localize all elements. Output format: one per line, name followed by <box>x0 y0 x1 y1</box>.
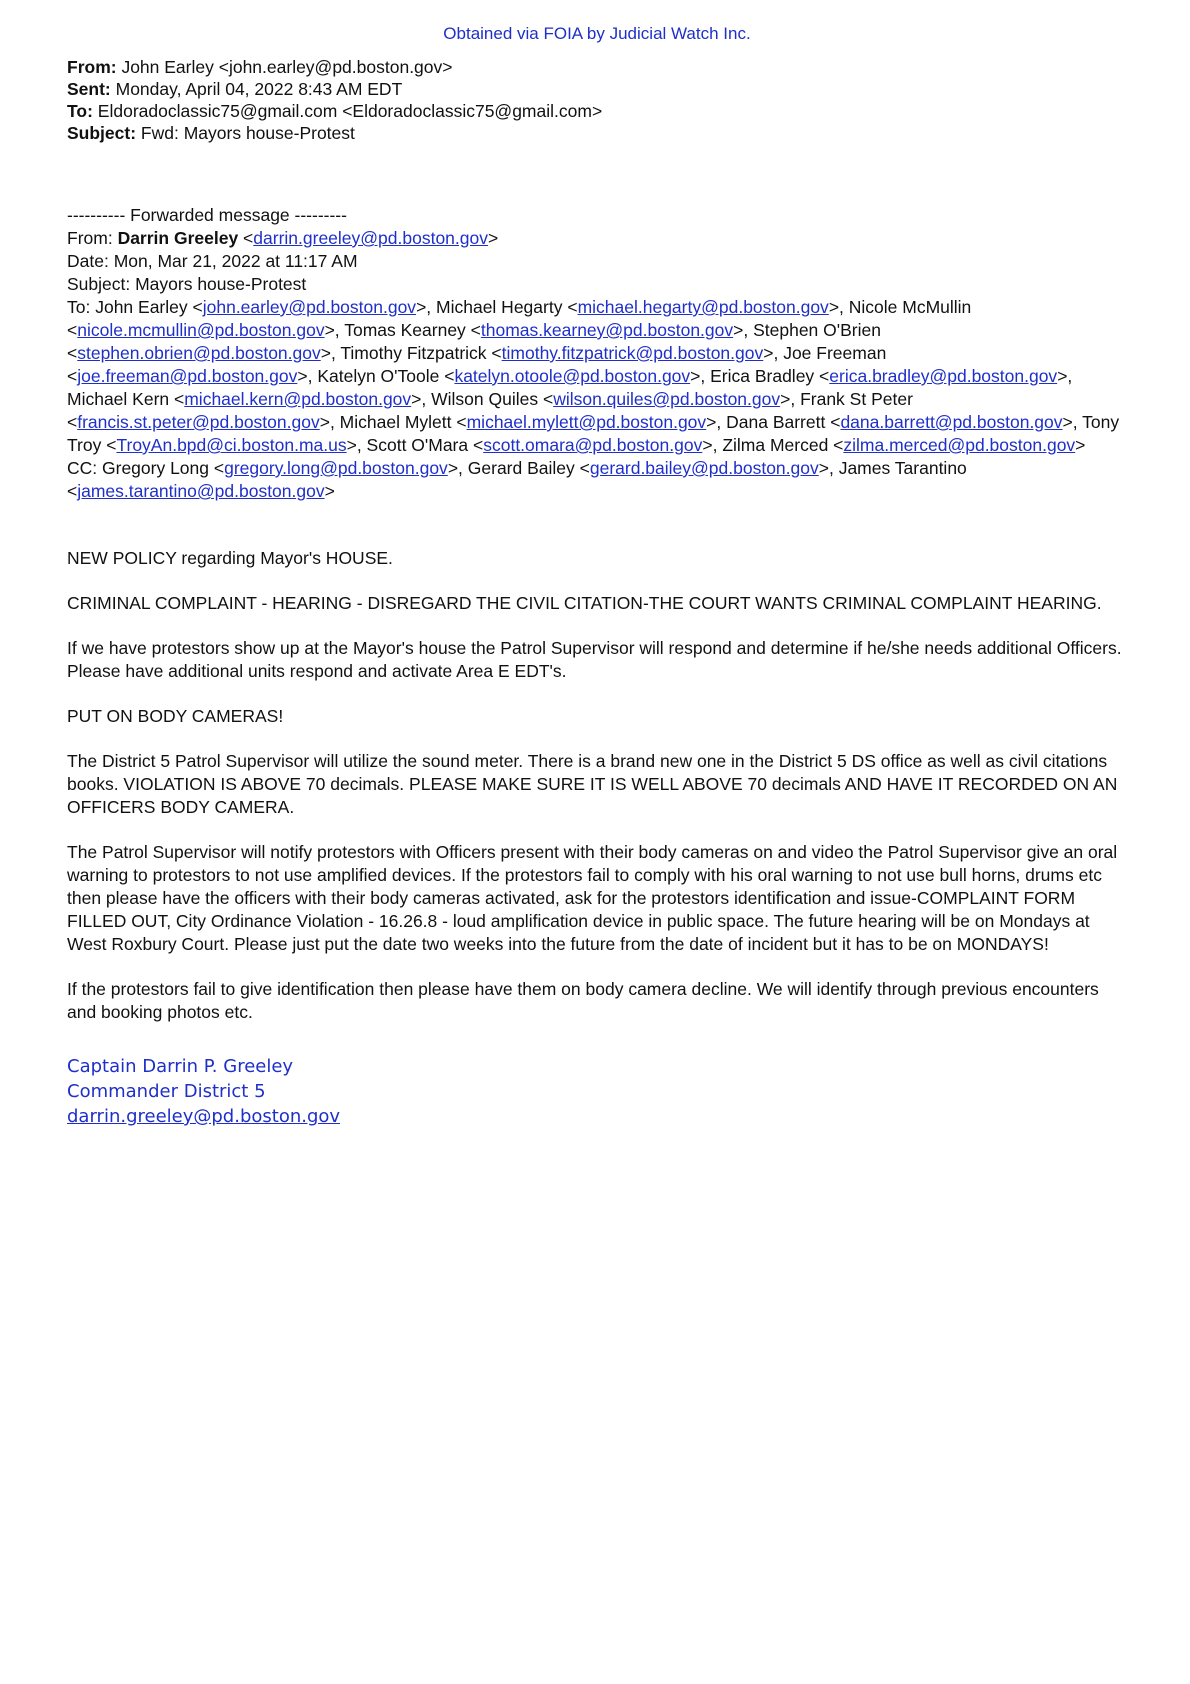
forward-from: From: Darrin Greeley <darrin.greeley@pd.boston.gov> <box>67 228 499 248</box>
recipient-name: Dana Barrett <box>726 412 826 432</box>
body-paragraph: If the protestors fail to give identification then please have them on body camera decline. We will identify through previous encounters and booking photos etc. <box>67 979 1099 1022</box>
recipient-email-link[interactable]: scott.omara@pd.boston.gov <box>483 435 703 455</box>
header-sent: Sent: Monday, April 04, 2022 8:43 AM EDT <box>67 79 403 99</box>
body-paragraph: If we have protestors show up at the Mayor's house the Patrol Supervisor will respond and determine if he/she needs additional Officers. Please have additional units respond and activate Area E EDT's. <box>67 638 1122 681</box>
recipient-name: John Earley <box>95 297 188 317</box>
recipient-name: Scott O'Mara <box>366 435 469 455</box>
recipient-name: Nicole McMullin <box>848 297 972 317</box>
signature-block <box>67 1054 1127 1129</box>
forward-to-list: To: John Earley <john.earley@pd.boston.gov>, Michael Hegarty <michael.hegarty@pd.boston.gov>, Nicole McMullin <nicole.mcmullin@pd.boston.gov>, Tomas Kearney <thomas.kearney@pd.boston.gov>, Stephen O'Brien <stephen.obrien@pd.boston.gov>, Timothy Fitzpatrick <timothy.fitzpatrick@pd.boston.gov>, Joe Freeman <joe.freeman@pd.boston.gov>, Katelyn O'Toole <katelyn.otoole@pd.boston.gov>, Erica Bradley <erica.bradley@pd.boston.gov>, Michael Kern <michael.kern@pd.boston.gov>, Wilson Quiles <wilson.quiles@pd.boston.gov>, Frank St Peter <francis.st.peter@pd.boston.gov>, Michael Mylett <michael.mylett@pd.boston.gov>, Dana Barrett <dana.barrett@pd.boston.gov>, Tony Troy <TroyAn.bpd@ci.boston.ma.us>, Scott O'Mara <scott.omara@pd.boston.gov>, Zilma Merced <zilma.merced@pd.boston.gov> <box>67 297 1120 455</box>
forward-subject: Subject: Mayors house-Protest <box>67 274 307 294</box>
recipient-email-link[interactable]: dana.barrett@pd.boston.gov <box>840 412 1063 432</box>
body-paragraph: The Patrol Supervisor will notify protestors with Officers present with their body cameras on and video the Patrol Supervisor give an oral warning to protestors to not use amplified devices. If the protestors fail to comply with his oral warning to not use bull horns, drums etc then please have the officers with their body cameras activated, ask for the protestors identification and issue-COMPLAINT FORM FILLED OUT, City Ordinance Violation - 16.26.8 - loud amplification device in public space. The future hearing will be on Mondays at West Roxbury Court. Please just put the date two weeks into the future from the date of incident but it has to be on MONDAYS! <box>67 842 1118 954</box>
email-body <box>67 547 1127 1024</box>
recipient-email-link[interactable]: TroyAn.bpd@ci.boston.ma.us <box>116 435 347 455</box>
recipient-email-link[interactable]: erica.bradley@pd.boston.gov <box>829 366 1058 386</box>
recipient-name: Frank St Peter <box>800 389 913 409</box>
signature-title: Commander District 5 <box>67 1081 266 1102</box>
recipient-email-link[interactable]: stephen.obrien@pd.boston.gov <box>77 343 321 363</box>
email-page <box>67 24 1127 1129</box>
recipient-email-link[interactable]: zilma.merced@pd.boston.gov <box>843 435 1076 455</box>
recipient-email-link[interactable]: james.tarantino@pd.boston.gov <box>77 481 325 501</box>
outer-email-header <box>67 56 1127 144</box>
recipient-email-link[interactable]: michael.mylett@pd.boston.gov <box>466 412 707 432</box>
forward-separator: ---------- Forwarded message --------- <box>67 205 347 225</box>
signature-email-link[interactable]: darrin.greeley@pd.boston.gov <box>67 1106 341 1127</box>
header-subject: Subject: Fwd: Mayors house-Protest <box>67 123 355 143</box>
forwarded-header <box>67 204 1127 503</box>
body-paragraph: NEW POLICY regarding Mayor's HOUSE. <box>67 548 393 568</box>
forward-from-email-link[interactable]: darrin.greeley@pd.boston.gov <box>253 228 488 248</box>
recipient-email-link[interactable]: francis.st.peter@pd.boston.gov <box>77 412 320 432</box>
recipient-email-link[interactable]: katelyn.otoole@pd.boston.gov <box>454 366 691 386</box>
recipient-name: Gregory Long <box>102 458 210 478</box>
recipient-name: Timothy Fitzpatrick <box>340 343 487 363</box>
recipient-email-link[interactable]: michael.hegarty@pd.boston.gov <box>577 297 829 317</box>
recipient-email-link[interactable]: timothy.fitzpatrick@pd.boston.gov <box>501 343 764 363</box>
forward-date: Date: Mon, Mar 21, 2022 at 11:17 AM <box>67 251 358 271</box>
foia-banner: Obtained via FOIA by Judicial Watch Inc. <box>443 24 751 43</box>
signature-name: Captain Darrin P. Greeley <box>67 1056 294 1077</box>
recipient-name: Wilson Quiles <box>431 389 539 409</box>
recipient-email-link[interactable]: joe.freeman@pd.boston.gov <box>77 366 298 386</box>
body-paragraph: PUT ON BODY CAMERAS! <box>67 706 284 726</box>
recipient-name: Michael Mylett <box>339 412 452 432</box>
recipient-email-link[interactable]: wilson.quiles@pd.boston.gov <box>553 389 781 409</box>
recipient-name: Stephen O'Brien <box>753 320 881 340</box>
body-paragraph: The District 5 Patrol Supervisor will utilize the sound meter. There is a brand new one in the District 5 DS office as well as civil citations books. VIOLATION IS ABOVE 70 decimals. PLEASE MAKE SURE IT IS WELL ABOVE 70 decimals AND HAVE IT RECORDED ON AN OFFICERS BODY CAMERA. <box>67 751 1118 817</box>
recipient-name: Katelyn O'Toole <box>317 366 440 386</box>
recipient-name: Michael Kern <box>67 389 170 409</box>
recipient-email-link[interactable]: nicole.mcmullin@pd.boston.gov <box>77 320 325 340</box>
recipient-email-link[interactable]: gerard.bailey@pd.boston.gov <box>589 458 819 478</box>
recipient-email-link[interactable]: michael.kern@pd.boston.gov <box>184 389 412 409</box>
body-paragraph: CRIMINAL COMPLAINT - HEARING - DISREGARD THE CIVIL CITATION-THE COURT WANTS CRIMINAL COMPLAINT HEARING. <box>67 593 1102 613</box>
recipient-email-link[interactable]: john.earley@pd.boston.gov <box>202 297 417 317</box>
recipient-name: Gerard Bailey <box>467 458 575 478</box>
recipient-name: Tony Troy <box>67 412 1120 455</box>
recipient-name: Zilma Merced <box>722 435 829 455</box>
recipient-name: James Tarantino <box>838 458 967 478</box>
recipient-name: Erica Bradley <box>710 366 815 386</box>
recipient-name: Michael Hegarty <box>436 297 563 317</box>
recipient-name: Joe Freeman <box>783 343 887 363</box>
recipient-email-link[interactable]: gregory.long@pd.boston.gov <box>224 458 448 478</box>
forward-cc-list: CC: Gregory Long <gregory.long@pd.boston.gov>, Gerard Bailey <gerard.bailey@pd.boston.gov>, James Tarantino <james.tarantino@pd.boston.gov> <box>67 458 967 501</box>
header-to: To: Eldoradoclassic75@gmail.com <Eldoradoclassic75@gmail.com> <box>67 101 603 121</box>
header-from: From: John Earley <john.earley@pd.boston.gov> <box>67 57 453 77</box>
recipient-email-link[interactable]: thomas.kearney@pd.boston.gov <box>480 320 734 340</box>
recipient-name: Tomas Kearney <box>344 320 466 340</box>
